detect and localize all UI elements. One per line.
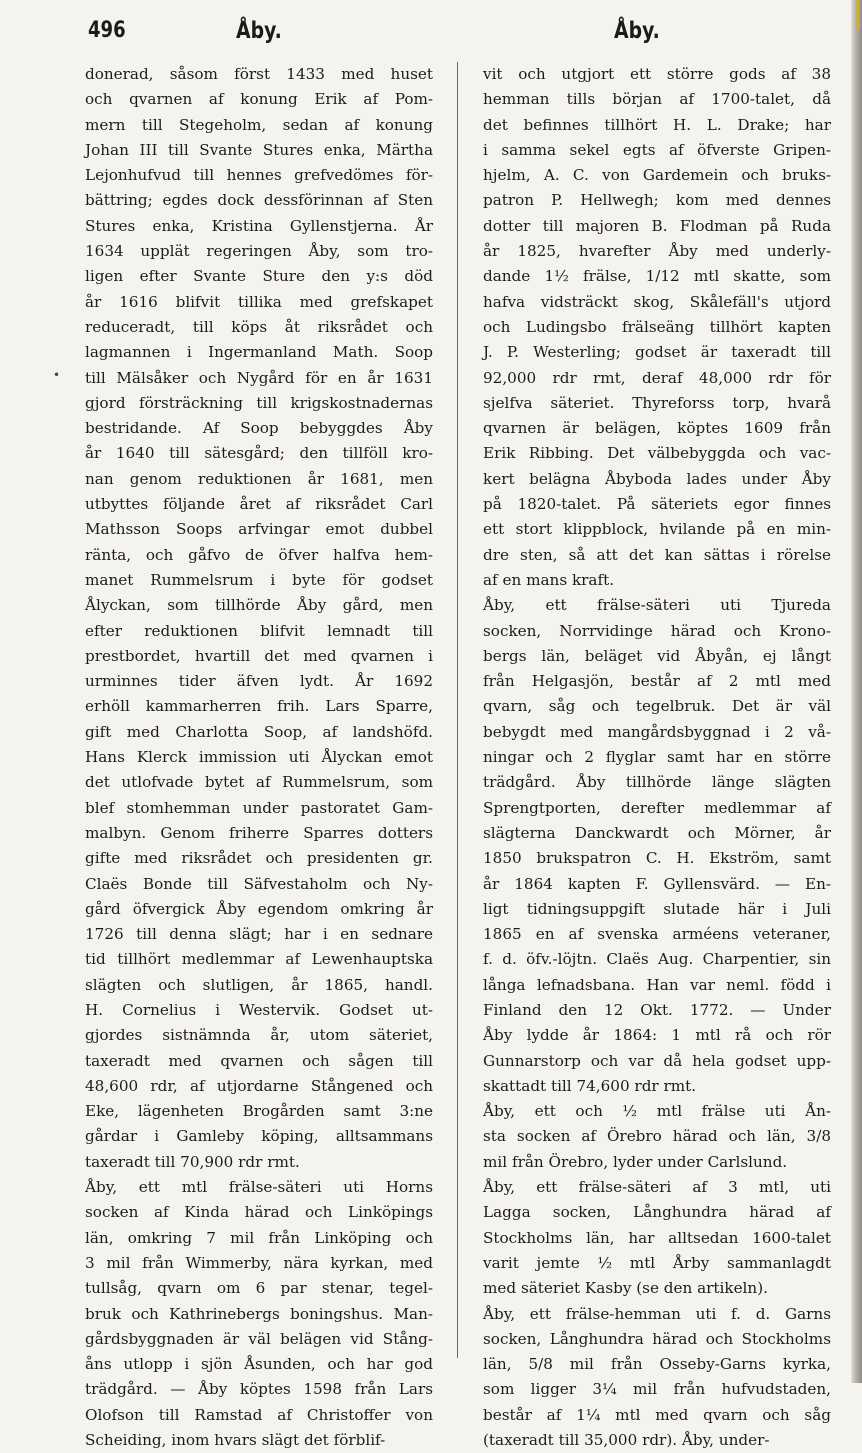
text-line: dotter till majoren B. Flodman på Ruda [483, 216, 831, 235]
text-line: som ligger 3¼ mil från hufvudstaden, [483, 1380, 831, 1399]
page-header [0, 18, 862, 58]
text-line: Stures enka, Kristina Gyllenstjerna. År [85, 216, 433, 235]
text-line: kert belägna Åbyboda lades under Åby [483, 469, 831, 488]
text-line: ligen efter Svante Sture den y:s död [85, 267, 433, 286]
text-line: län, omkring 7 mil från Linköping och [85, 1228, 433, 1247]
page-number: 496 [88, 18, 126, 43]
text-line: Mathsson Soops arfvingar emot dubbel [85, 520, 433, 539]
text-line: prestbordet, hvartill det med qvarnen i [85, 646, 433, 665]
text-line: tullsåg, qvarn om 6 par stenar, tegel- [85, 1279, 433, 1298]
text-line: hjelm, A. C. von Gardemein och bruks- [483, 166, 831, 185]
text-line: Hans Klerck immission uti Ålyckan emot [85, 748, 433, 767]
text-line: gjord försträckning till krigskostnadernas [85, 393, 433, 412]
right-text-column [483, 62, 831, 1453]
text-line: 1726 till denna slägt; har i en sednare [85, 925, 433, 944]
text-line: ränta, och gåfvo de öfver halfva hem- [85, 545, 433, 564]
text-line: med säteriet Kasby (se den artikeln). [483, 1279, 768, 1298]
text-line: slägterna Danckwardt och Mörner, år [483, 823, 831, 842]
text-line: i samma sekel egts af öfverste Gripen- [483, 140, 831, 159]
text-line: lagmannen i Ingermanland Math. Soop [85, 343, 433, 362]
text-line: ett stort klippblock, hvilande på en min- [483, 520, 831, 539]
text-line: gårdsbyggnaden är väl belägen vid Stång- [85, 1329, 433, 1348]
text-line: trädgård. — Åby köptes 1598 från Lars [85, 1380, 433, 1399]
text-line: manet Rummelsrum i byte för godset [85, 570, 433, 589]
text-line: af en mans kraft. [483, 570, 615, 589]
text-line: Åby lydde år 1864: 1 mtl rå och rör [483, 1026, 831, 1045]
text-line: bergs län, beläget vid Åbyån, ej långt [483, 646, 831, 665]
text-line: dande 1½ frälse, 1/12 mtl skatte, som [483, 267, 831, 286]
margin-mark: • [53, 368, 61, 382]
text-line: mil från Örebro, lyder under Carlslund. [483, 1152, 788, 1171]
text-line: urminnes tider äfven lydt. År 1692 [85, 672, 433, 691]
text-line: f. d. öfv.-löjtn. Claës Aug. Charpentier, sin [483, 950, 831, 969]
text-line: Erik Ribbing. Det välbebyggda och vac- [483, 444, 831, 463]
text-line: 1865 en af svenska arméens veteraner, [483, 925, 831, 944]
text-line: Finland den 12 Okt. 1772. — Under [483, 1000, 831, 1019]
text-line: skattadt till 74,600 rdr rmt. [483, 1076, 697, 1095]
text-line: donerad, såsom först 1433 med huset [85, 65, 433, 83]
text-line: gjordes sistnämnda år, utom säteriet, [85, 1026, 433, 1045]
text-line: till Mälsåker och Nygård för en år 1631 [85, 368, 433, 387]
text-line: malbyn. Genom friherre Sparres dotters [85, 823, 433, 842]
text-line: långa lefnadsbana. Han var neml. född i [483, 975, 831, 994]
text-line: 1850 brukspatron C. H. Ekström, samt [483, 849, 831, 868]
text-line: gifte med riksrådet och presidenten gr. [85, 849, 433, 868]
text-line: och Ludingsbo frälseäng tillhört kapten [483, 317, 831, 336]
text-line: hemman tills början af 1700-talet, då [483, 90, 831, 109]
text-line: vit och utgjort ett större gods af 38 [483, 65, 831, 83]
text-line: socken, Norrvidinge härad och Krono- [483, 621, 831, 640]
text-line: blef stomhemman under pastoratet Gam- [85, 798, 433, 817]
text-line: dre sten, så att det kan sättas i rörelse [483, 545, 831, 564]
text-line: bättring; egdes dock dessförinnan af Sten [85, 191, 433, 210]
text-line: tid tillhört medlemmar af Lewenhauptska [85, 950, 433, 969]
page-edge [851, 0, 862, 1383]
text-line: gårdar i Gamleby köping, alltsammans [85, 1127, 433, 1146]
text-line: Eke, lägenheten Brogården samt 3:ne [85, 1102, 433, 1121]
text-line: Åby, ett och ½ mtl frälse uti Ån- [483, 1102, 831, 1121]
text-line: 48,600 rdr, af utjordarne Stångened och [85, 1076, 433, 1095]
text-line: ligt tidningsuppgift slutade här i Juli [483, 899, 831, 918]
text-line: år 1864 kapten F. Gyllensvärd. — En- [483, 874, 831, 893]
text-line: Åby, ett frälse-säteri uti Tjureda [483, 596, 831, 615]
text-line: det befinnes tillhört H. L. Drake; har [483, 115, 831, 134]
right-running-head: Åby. [614, 18, 660, 44]
text-line: 92,000 rdr rmt, deraf 48,000 rdr för [483, 368, 831, 387]
text-line: 3 mil från Wimmerby, nära kyrkan, med [85, 1253, 433, 1272]
text-line: Gunnarstorp och var då hela godset upp- [483, 1051, 831, 1070]
text-line: och qvarnen af konung Erik af Pom- [85, 90, 433, 109]
column-rule [457, 62, 458, 1358]
text-line: gård öfvergick Åby egendom omkring år [85, 899, 433, 918]
text-line: län, 5/8 mil från Osseby-Garns kyrka, [483, 1355, 831, 1374]
text-line: qvarnen är belägen, köptes 1609 från [483, 419, 831, 438]
text-line: varit jemte ½ mtl Årby sammanlagdt [483, 1253, 831, 1272]
text-line: mern till Stegeholm, sedan af konung [85, 115, 433, 134]
text-line: Olofson till Ramstad af Christoffer von [85, 1405, 433, 1424]
text-line: från Helgasjön, består af 2 mtl med [483, 672, 831, 691]
text-line: år 1616 blifvit tillika med grefskapet [85, 292, 433, 311]
text-line: gift med Charlotta Soop, af landshöfd. [85, 722, 433, 741]
text-line: Åby, ett frälse-hemman uti f. d. Garns [483, 1304, 831, 1323]
left-running-head: Åby. [236, 18, 282, 44]
text-line: bruk och Kathrinebergs boningshus. Man- [85, 1304, 433, 1323]
text-line: det utlofvade bytet af Rummelsrum, som [85, 773, 433, 792]
left-text-column [85, 62, 433, 1453]
text-line: nan genom reduktionen år 1681, men [85, 469, 433, 488]
text-line: sjelfva säteriet. Thyreforss torp, hvarå [483, 393, 831, 412]
text-line: efter reduktionen blifvit lemnadt till [85, 621, 433, 640]
text-line: hafva vidsträckt skog, Skålefäll's utjord [483, 292, 831, 311]
text-line: H. Cornelius i Westervik. Godset ut- [85, 1000, 433, 1019]
text-line: qvarn, såg och tegelbruk. Det är väl [483, 697, 831, 716]
text-line: taxeradt till 70,900 rdr rmt. [85, 1152, 300, 1171]
text-line: år 1640 till sätesgård; den tillföll kro- [85, 444, 433, 463]
text-line: Åby, ett frälse-säteri af 3 mtl, uti [483, 1178, 831, 1197]
text-line: ningar och 2 flyglar samt har en större [483, 748, 831, 767]
text-line: 1634 upplät regeringen Åby, som tro- [85, 242, 433, 261]
text-line: taxeradt med qvarnen och sågen till [85, 1051, 433, 1070]
text-line: Lagga socken, Långhundra härad af [483, 1203, 831, 1222]
text-line: Johan III till Svante Stures enka, Märtha [85, 140, 433, 159]
text-line: Scheiding, inom hvars slägt det förblif- [85, 1431, 386, 1450]
text-line: sta socken af Örebro härad och län, 3/8 [483, 1127, 831, 1146]
text-line: på 1820-talet. På säteriets egor finnes [483, 495, 831, 514]
text-line: Claës Bonde till Säfvestaholm och Ny- [85, 874, 433, 893]
text-line: utbyttes följande året af riksrådet Carl [85, 495, 433, 514]
text-line: Lejonhufvud till hennes grefvedömes för- [85, 166, 433, 185]
text-line: patron P. Hellwegh; kom med dennes [483, 191, 831, 210]
text-line: erhöll kammarherren frih. Lars Sparre, [85, 697, 433, 716]
text-line: Sprengtporten, derefter medlemmar af [483, 798, 831, 817]
text-line: år 1825, hvarefter Åby med underly- [483, 242, 831, 261]
text-line: Stockholms län, har alltsedan 1600-talet [483, 1228, 831, 1247]
text-line: socken, Långhundra härad och Stockholms [483, 1329, 831, 1348]
text-line: socken af Kinda härad och Linköpings [85, 1203, 433, 1222]
text-line: åns utlopp i sjön Åsunden, och har god [85, 1355, 433, 1374]
text-line: bestridande. Af Soop bebyggdes Åby [85, 419, 433, 438]
text-line: bebygdt med mangårdsbyggnad i 2 vå- [483, 722, 831, 741]
text-line: (taxeradt till 35,000 rdr). Åby, under- [483, 1431, 770, 1450]
text-line: reduceradt, till köps åt riksrådet och [85, 317, 433, 336]
text-line: Ålyckan, som tillhörde Åby gård, men [85, 596, 433, 615]
text-line: Åby, ett mtl frälse-säteri uti Horns [85, 1178, 433, 1197]
text-line: består af 1¼ mtl med qvarn och såg [483, 1405, 831, 1424]
text-line: slägten och slutligen, år 1865, handl. [85, 975, 433, 994]
text-line: trädgård. Åby tillhörde länge slägten [483, 773, 831, 792]
text-line: J. P. Westerling; godset är taxeradt till [483, 343, 831, 362]
